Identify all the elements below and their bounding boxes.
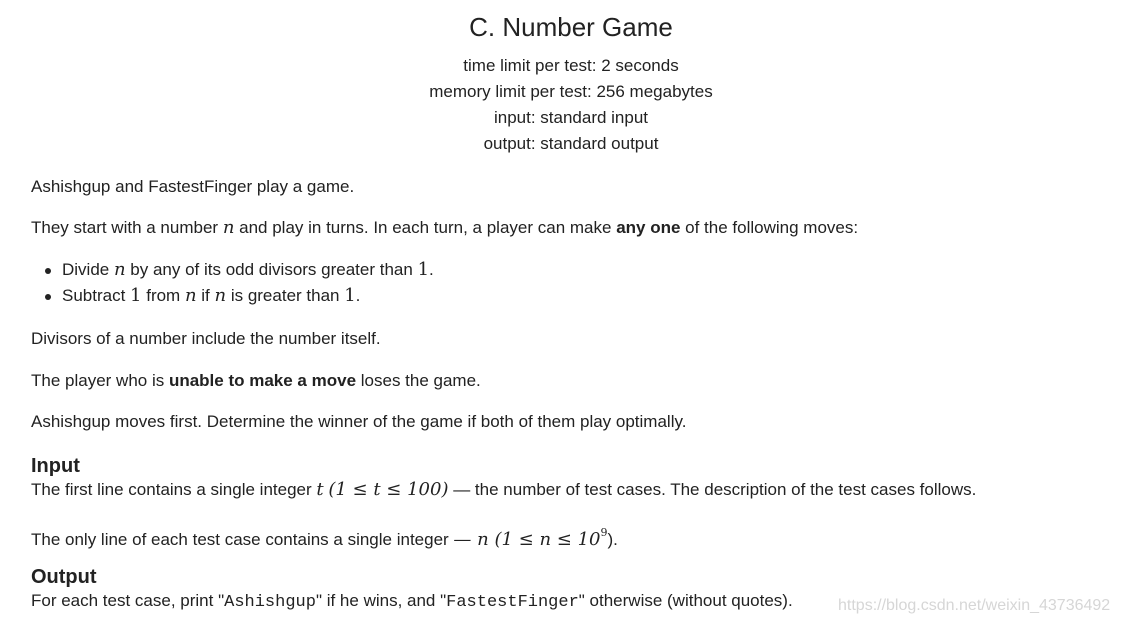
statement-lose: The player who is unable to make a move loses the game. (31, 371, 481, 390)
move-subtract: Subtract 1 from n if n is greater than 1. (62, 285, 361, 306)
time-limit: time limit per test: 2 seconds (463, 56, 679, 75)
memory-limit: memory limit per test: 256 megabytes (429, 82, 713, 101)
problem-title: C. Number Game (469, 12, 673, 42)
input-line-2: The only line of each test case contains a single integer — n $(1 \le n \le 10^9)$. (31, 526, 618, 550)
input-heading: Input (31, 455, 80, 477)
output-heading: Output (31, 566, 97, 588)
watermark: https://blog.csdn.net/weixin_43736492 (838, 597, 1111, 614)
statement-intro: Ashishgup and FastestFinger play a game. (31, 177, 355, 196)
bullet-dot-2 (45, 294, 51, 300)
bullet-dot-1 (45, 268, 51, 274)
statement-moves: They start with a number n and play in turns. In each turn, a player can make any one of the following moves: (31, 217, 859, 238)
input-line-1: The first line contains a single integer t (1 ≤ t ≤ 100) — the number of test cases. The description of the test cases follows. (31, 479, 977, 500)
statement-first-move: Ashishgup moves first. Determine the winner of the game if both of them play optimally. (31, 412, 687, 431)
statement-divisors: Divisors of a number include the number itself. (31, 329, 381, 348)
output-line: For each test case, print "Ashishgup" if he wins, and "FastestFinger" otherwise (without quotes). (31, 591, 793, 612)
input-spec: input: standard input (493, 108, 649, 127)
output-spec: output: standard output (483, 134, 659, 153)
move-divide: Divide n by any of its odd divisors greater than 1. (62, 259, 434, 280)
